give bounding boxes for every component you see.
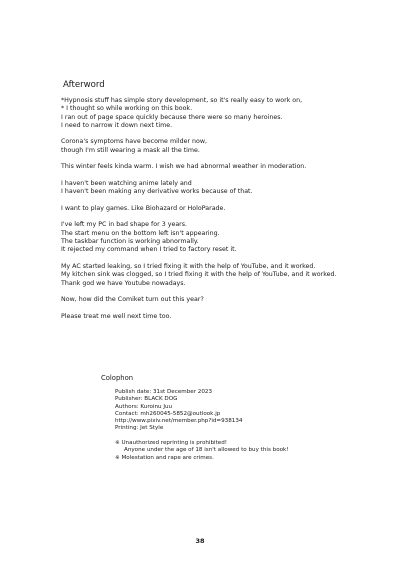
- publisher: Publisher: BLACK DOG: [115, 396, 178, 403]
- paragraph: I want to play games. Like Biohazard or HoloParade.: [61, 204, 226, 212]
- paragraph: I haven't been watching anime lately and I haven't been making any derivative works because of that.: [61, 179, 253, 196]
- paragraph: I've left my PC in bad shape for 3 years. The start menu on the bottom left isn't appearing. The taskbar function is working abnormally. It rejected my command when I tried to factory reset it.: [61, 221, 237, 254]
- afterword-body: [61, 97, 361, 329]
- afterword-heading: Afterword: [63, 80, 105, 90]
- contact: Contact: mh260045-5852@outlook.jp: [115, 410, 221, 417]
- notice-reprint: ※ Unauthorized reprinting is prohibited!: [115, 440, 228, 446]
- paragraph: Now, how did the Comiket turn out this year?: [61, 296, 204, 304]
- notice-age: Anyone under the age of 18 isn't allowed to buy this book!: [124, 447, 289, 454]
- publish-date: Publish date: 31st December 2023: [115, 389, 213, 395]
- pixiv-url: http://www.pixiv.net/member.php?id=938134: [115, 418, 243, 425]
- paragraph: Please treat me well next time too.: [61, 312, 172, 320]
- paragraph: *Hypnosis stuff has simple story development, so it's really easy to work on, * I thought so while working on this book. I ran out of page space quickly because there were so many heroines. I need to narrow it down next time.: [61, 97, 303, 129]
- notice-crimes: ※ Molestation and rape are crimes.: [115, 454, 214, 461]
- printing: Printing: Jet Style: [115, 425, 164, 432]
- authors: Authors: Kuroinu Juu: [115, 403, 173, 410]
- page-number: 38: [195, 537, 205, 545]
- notices: [115, 440, 289, 462]
- paragraph: My AC started leaking, so I tried fixing it with the help of YouTube, and it worked. My kitchen sink was clogged, so I tried fixing it with the help of YouTube, and it worked. Thank god we have Youtube nowadays.: [61, 262, 337, 287]
- paragraph: This winter feels kinda warm. I wish we had abnormal weather in moderation.: [61, 163, 307, 171]
- colophon-info: [115, 389, 242, 433]
- paragraph: Corona's symptoms have become milder now, though I'm still wearing a mask all the time.: [61, 138, 208, 154]
- colophon-title: Colophon: [101, 374, 134, 382]
